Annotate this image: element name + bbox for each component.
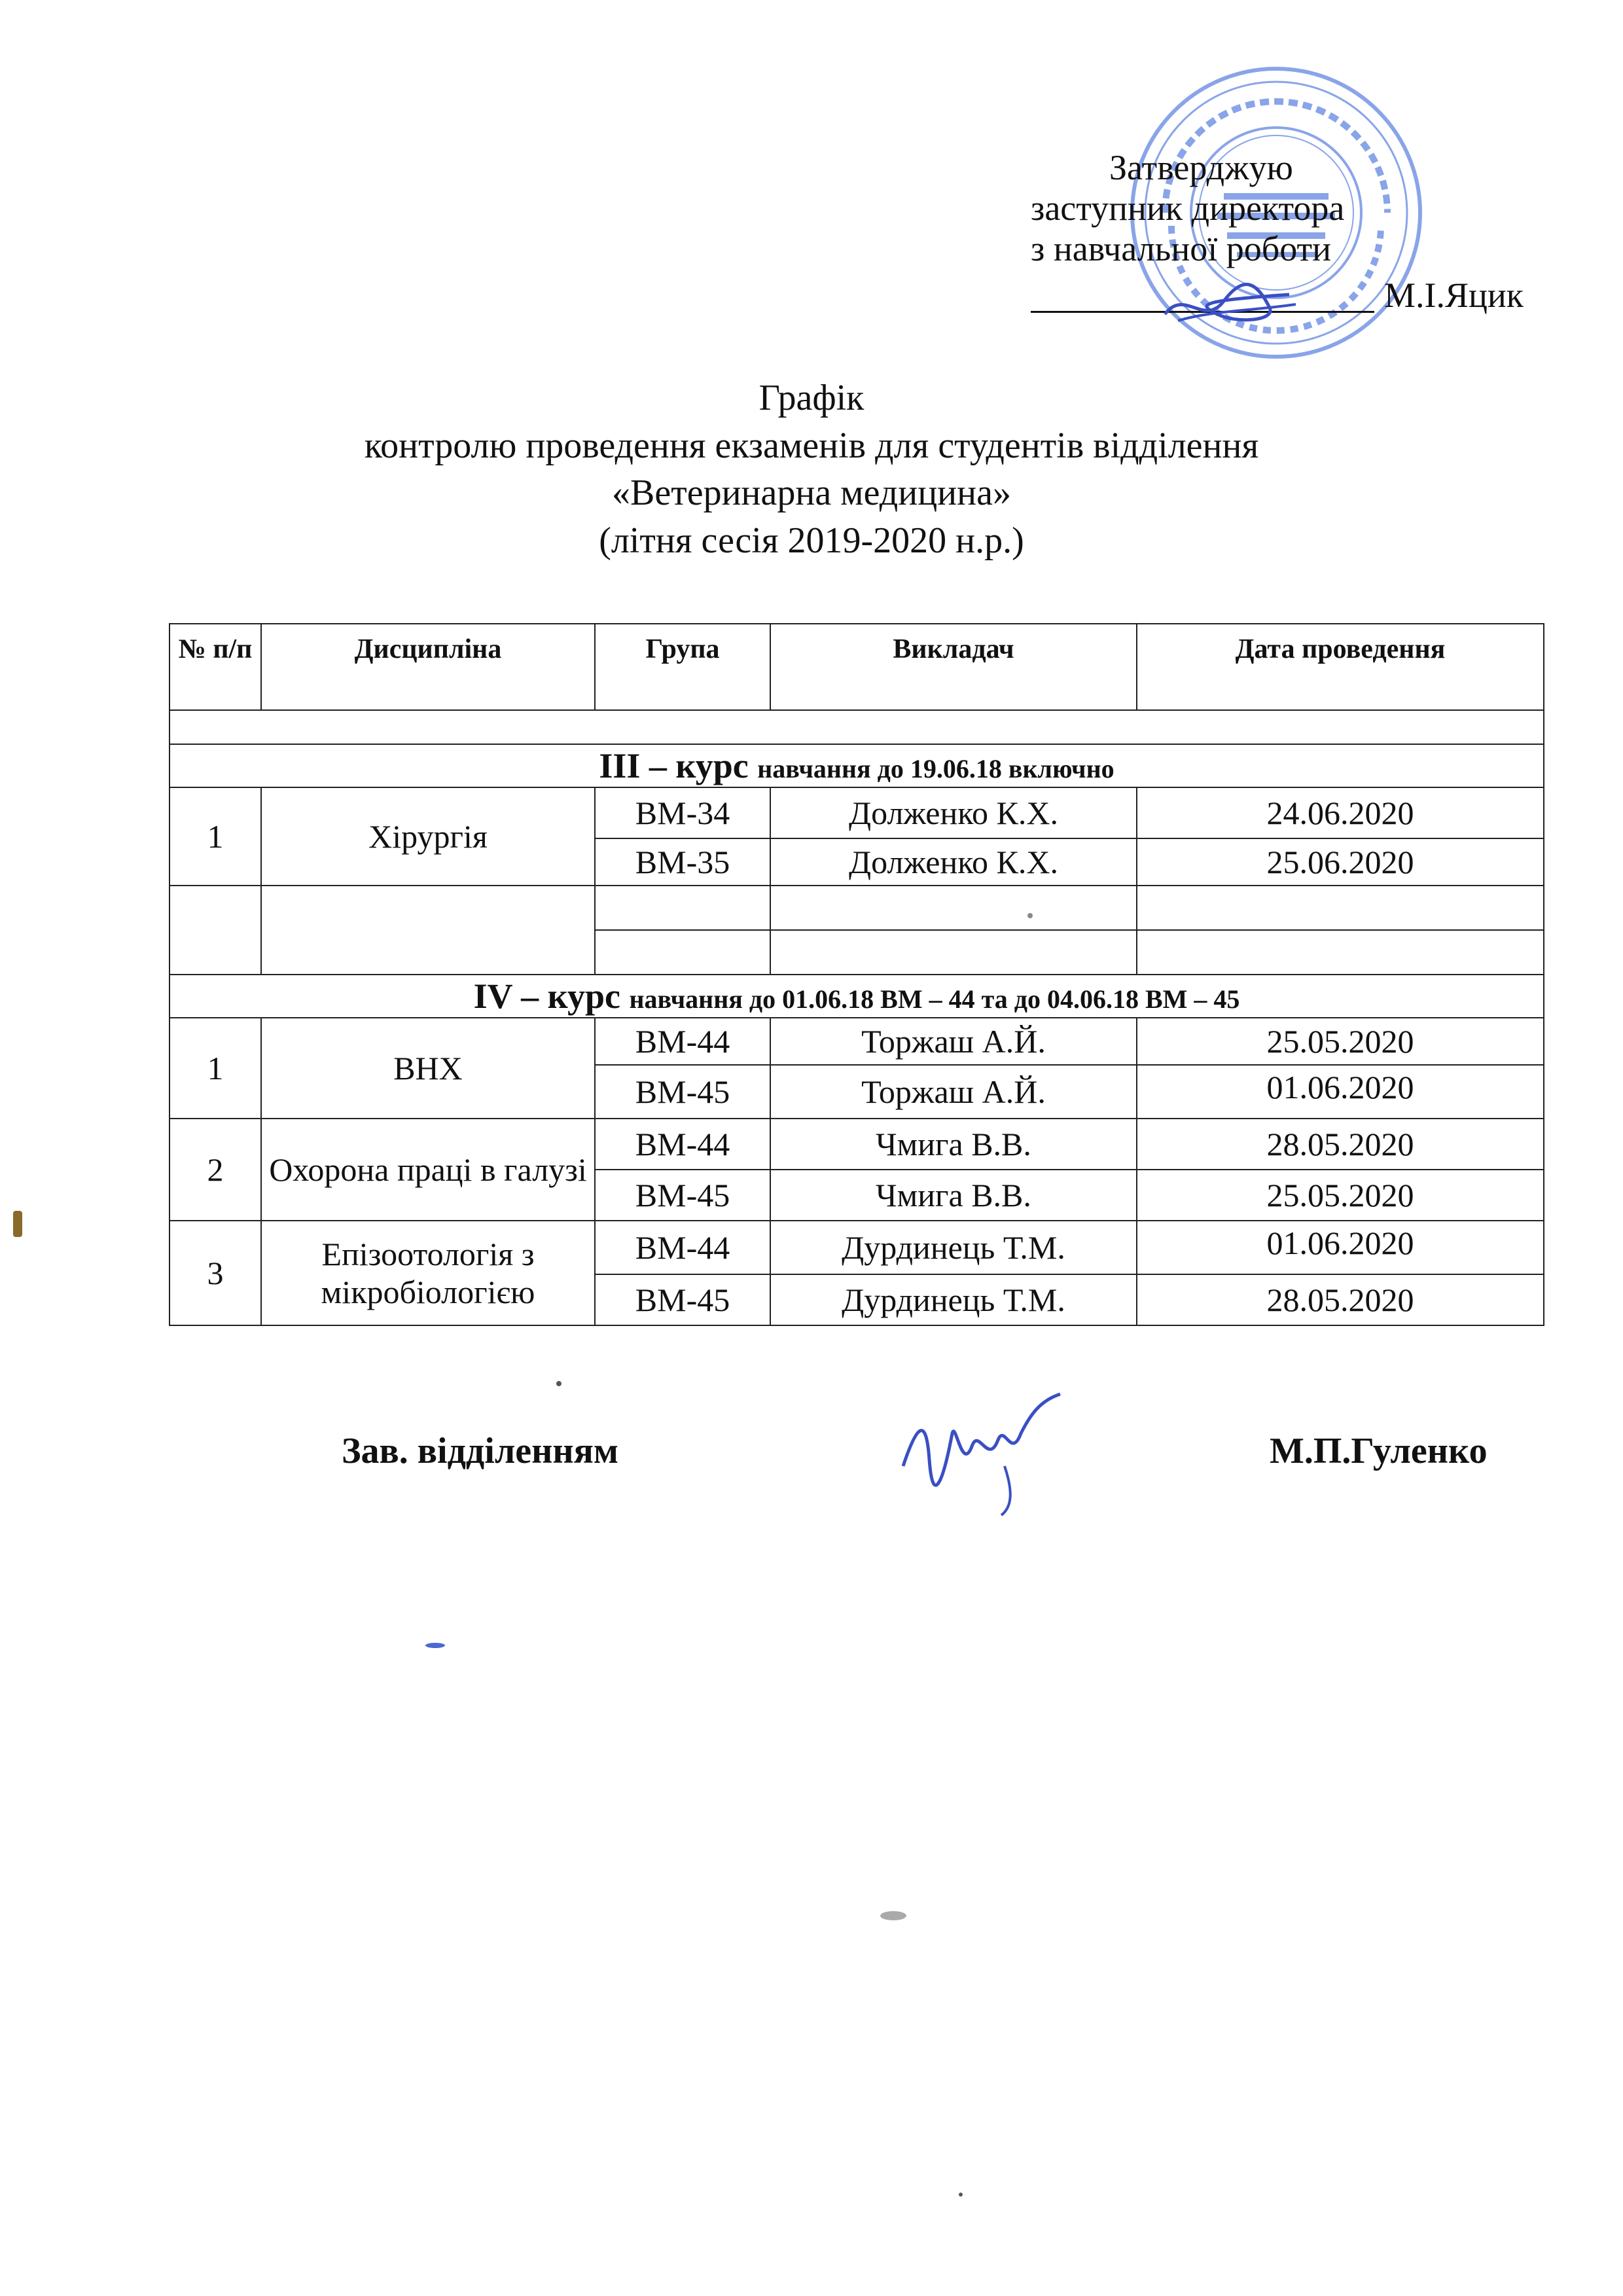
row-teacher: Торжаш А.Й. bbox=[770, 1018, 1137, 1065]
table-row bbox=[169, 787, 1544, 838]
footer-name: М.П.Гуленко bbox=[1270, 1431, 1488, 1471]
approver-name: М.І.Яцик bbox=[1384, 276, 1524, 315]
footer-position: Зав. відділенням bbox=[342, 1431, 619, 1471]
row-discipline: Хірургія bbox=[261, 787, 595, 886]
row-group: ВМ-45 bbox=[595, 1065, 770, 1119]
row-discipline: Епізоотологія з мікробіологією bbox=[261, 1221, 595, 1325]
row-date: 25.05.2020 bbox=[1137, 1170, 1544, 1221]
table-row bbox=[169, 1221, 1544, 1274]
row-date: 01.06.2020 bbox=[1137, 1065, 1544, 1119]
row-discipline: ВНХ bbox=[261, 1018, 595, 1119]
table-spacer-row bbox=[169, 710, 1544, 744]
row-date: 25.06.2020 bbox=[1137, 838, 1544, 886]
head-signature bbox=[890, 1388, 1086, 1518]
table-row bbox=[169, 1018, 1544, 1065]
scan-artifact bbox=[425, 1643, 445, 1648]
document-heading: Графік bbox=[758, 378, 865, 418]
row-date: 01.06.2020 bbox=[1137, 1221, 1544, 1274]
course-3-label: ІІІ – курс bbox=[599, 746, 749, 785]
table-header-row bbox=[169, 624, 1544, 710]
row-teacher: Торжаш А.Й. bbox=[770, 1065, 1137, 1119]
row-teacher: Дурдинець Т.М. bbox=[770, 1221, 1137, 1274]
row-group: ВМ-35 bbox=[595, 838, 770, 886]
header-teacher: Викладач bbox=[770, 624, 1137, 710]
exam-schedule-table bbox=[169, 623, 1544, 1326]
row-teacher: Долженко К.Х. bbox=[770, 787, 1137, 838]
row-group: ВМ-34 bbox=[595, 787, 770, 838]
table-row bbox=[169, 1119, 1544, 1170]
row-num: 2 bbox=[169, 1119, 261, 1221]
scan-artifact bbox=[556, 1381, 562, 1386]
row-group: ВМ-44 bbox=[595, 1119, 770, 1170]
header-group: Група bbox=[595, 624, 770, 710]
empty-row bbox=[169, 886, 1544, 930]
course-4-note: навчання до 01.06.18 ВМ – 44 та до 04.06.18 ВМ – 45 bbox=[629, 984, 1240, 1014]
row-date: 28.05.2020 bbox=[1137, 1119, 1544, 1170]
course-4-label: ІV – курс bbox=[473, 977, 620, 1016]
row-teacher: Долженко К.Х. bbox=[770, 838, 1137, 886]
document-subtitle-1: контролю проведення екзаменів для студентів відділення bbox=[364, 425, 1259, 466]
approval-line-3: з навчальної роботи bbox=[1031, 229, 1331, 268]
course-3-note: навчання до 19.06.18 включно bbox=[757, 754, 1115, 783]
approval-line-2: заступник директора bbox=[1031, 188, 1345, 228]
scan-artifact bbox=[880, 1911, 906, 1920]
row-discipline: Охорона праці в галузі bbox=[261, 1119, 595, 1221]
header-date: Дата проведення bbox=[1137, 624, 1544, 710]
row-num: 1 bbox=[169, 1018, 261, 1119]
row-teacher: Чмига В.В. bbox=[770, 1170, 1137, 1221]
row-group: ВМ-44 bbox=[595, 1221, 770, 1274]
row-group: ВМ-44 bbox=[595, 1018, 770, 1065]
scan-artifact bbox=[959, 2193, 963, 2197]
row-group: ВМ-45 bbox=[595, 1274, 770, 1325]
document-subtitle-2: «Ветеринарна медицина» bbox=[612, 473, 1011, 513]
course-3-row bbox=[169, 744, 1544, 787]
row-teacher: Чмига В.В. bbox=[770, 1119, 1137, 1170]
row-date: 25.05.2020 bbox=[1137, 1018, 1544, 1065]
row-num: 3 bbox=[169, 1221, 261, 1325]
header-num: № п/п bbox=[169, 624, 261, 710]
row-date: 28.05.2020 bbox=[1137, 1274, 1544, 1325]
document-subtitle-3: (літня сесія 2019-2020 н.р.) bbox=[599, 520, 1024, 561]
scan-artifact bbox=[1027, 913, 1033, 918]
header-discipline: Дисципліна bbox=[261, 624, 595, 710]
scan-artifact bbox=[13, 1211, 22, 1237]
row-num: 1 bbox=[169, 787, 261, 886]
row-teacher: Дурдинець Т.М. bbox=[770, 1274, 1137, 1325]
row-date: 24.06.2020 bbox=[1137, 787, 1544, 838]
approval-line-1: Затверджую bbox=[1109, 148, 1293, 187]
row-group: ВМ-45 bbox=[595, 1170, 770, 1221]
approver-signature bbox=[1158, 275, 1302, 334]
course-4-row bbox=[169, 975, 1544, 1018]
